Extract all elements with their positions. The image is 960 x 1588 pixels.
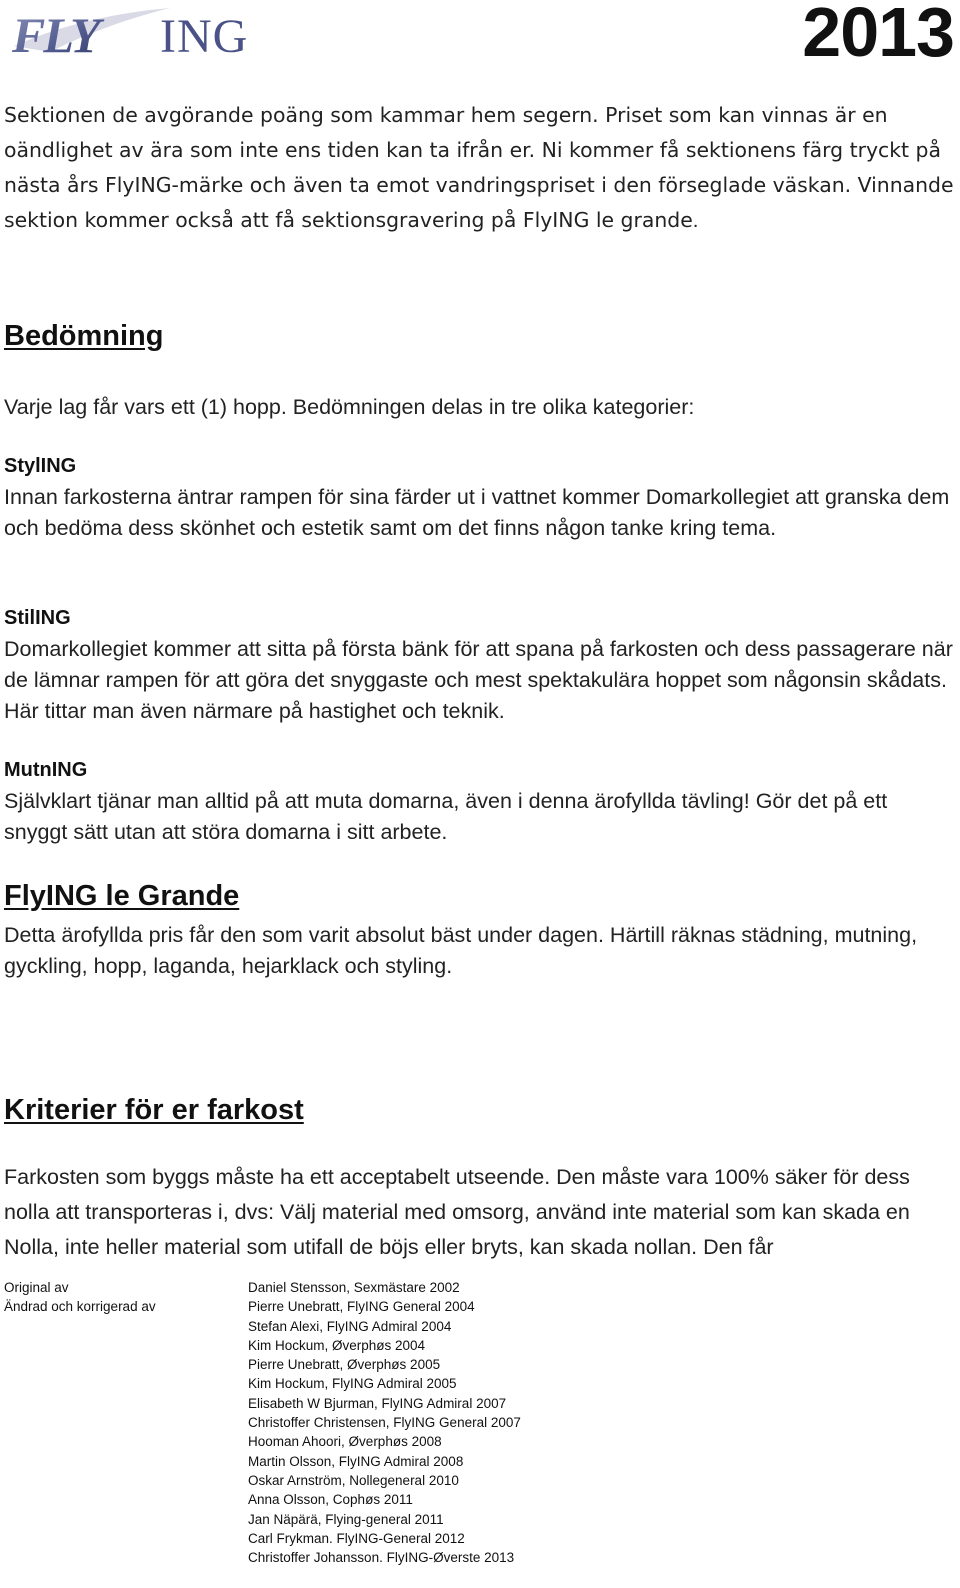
credit-row [4, 1413, 521, 1432]
flying-le-grande-text: Detta ärofyllda pris får den som varit absolut bäst under dagen. Härtill räknas städning, mutning, gyckling, hopp, laganda, hejarklack och styling. [4, 923, 918, 978]
intro-text-end: . [692, 210, 699, 232]
svg-text:FLY: FLY [12, 7, 99, 63]
original-label: Original av [4, 1280, 69, 1295]
credit-row [4, 1548, 521, 1567]
intro-paragraph [4, 98, 954, 239]
kriterier-heading: Kriterier för er farkost [4, 1094, 304, 1126]
credit-row [4, 1452, 521, 1471]
bedomning-lead: Varje lag får vars ett (1) hopp. Bedömningen delas in tre olika kategorier: [4, 395, 695, 419]
credit-row [4, 1529, 521, 1548]
revised-name: Anna Olsson, Cophøs 2011 [248, 1492, 413, 1508]
credit-row [4, 1374, 521, 1393]
stiling-text: Domarkollegiet kommer att sitta på första bänk för att spana på farkosten och dess passagerare när de lämnar rampen för att göra det snyggaste och mest spektakulära hoppet som någonsin skådats. Här tittar man även närmare på hastighet och teknik. [4, 637, 953, 723]
credit-row [4, 1355, 521, 1374]
flying-logo [10, 2, 285, 64]
revised-name: Carl Frykman. FlyING-General 2012 [248, 1530, 465, 1546]
mutning-heading: MutnING [4, 759, 88, 781]
revised-name: Stefan Alexi, FlyING Admiral 2004 [248, 1318, 452, 1334]
flying-le-grande-heading: FlyING le Grande [4, 880, 240, 912]
kriterier-text: Farkosten som byggs måste ha ett acceptabelt utseende. Den måste vara 100% säker för dess nolla att transporteras i, dvs: Välj material med omsorg, använd inte material som kan skada en Nolla, inte heller material som utifall de böjs eller bryts, kan skada nollan. Den får [4, 1165, 910, 1259]
document-year: 2013 [802, 0, 954, 71]
revised-name: Oskar Arnström, Nollegeneral 2010 [248, 1472, 459, 1488]
revised-name: Jan Näpärä, Flying-general 2011 [248, 1511, 444, 1527]
revised-name: Christoffer Christensen, FlyING General 2007 [248, 1415, 521, 1431]
credit-row [4, 1471, 521, 1490]
credits-block [4, 1278, 521, 1567]
svg-text:ING: ING [160, 10, 249, 63]
credit-row [4, 1510, 521, 1529]
revised-name: Hooman Ahoori, Øverphøs 2008 [248, 1434, 442, 1450]
revised-name: Kim Hockum, FlyING Admiral 2005 [248, 1376, 457, 1392]
credit-row [4, 1336, 521, 1355]
revised-name: Kim Hockum, Øverphøs 2004 [248, 1337, 426, 1353]
mutning-text: Självklart tjänar man alltid på att muta domarna, även i denna ärofyllda tävling! Gör det på ett snyggt sätt utan att störa domarna i sitt arbete. [4, 789, 888, 844]
revised-name: Pierre Unebratt, FlyING General 2004 [248, 1299, 475, 1315]
revised-name: Christoffer Johansson. FlyING-Øverste 2013 [248, 1550, 515, 1566]
revised-name: Pierre Unebratt, Øverphøs 2005 [248, 1357, 441, 1373]
stiling-heading: StilING [4, 607, 71, 629]
revised-label: Ändrad och korrigerad av [4, 1299, 156, 1315]
credit-row-original [4, 1278, 521, 1297]
credit-row [4, 1432, 521, 1451]
credit-row [4, 1317, 521, 1336]
credit-row-revised [4, 1297, 521, 1316]
original-name: Daniel Stensson, Sexmästare 2002 [248, 1280, 460, 1295]
credit-row [4, 1394, 521, 1413]
intro-text: Sektionen de avgörande poäng som kammar hem segern. Priset som kan vinnas är en oändlighet av ära som inte ens tiden kan ta ifrån er. Ni kommer få sektionens färg tryckt på nästa års FlyING-märke och även ta emot vandringspriset i den förseglade väskan. Vinnande sektion kommer också att få sektionsgravering på FlyING le grande [4, 103, 954, 232]
styling-text: Innan farkosterna äntrar rampen för sina färder ut i vattnet kommer Domarkollegiet att granska dem och bedöma dess skönhet och estetik samt om det finns någon tanke kring tema. [4, 485, 950, 540]
credit-row [4, 1490, 521, 1509]
styling-heading: StylING [4, 455, 77, 477]
revised-name: Martin Olsson, FlyING Admiral 2008 [248, 1453, 464, 1469]
revised-name: Elisabeth W Bjurman, FlyING Admiral 2007 [248, 1395, 507, 1411]
bedomning-heading: Bedömning [4, 320, 164, 352]
